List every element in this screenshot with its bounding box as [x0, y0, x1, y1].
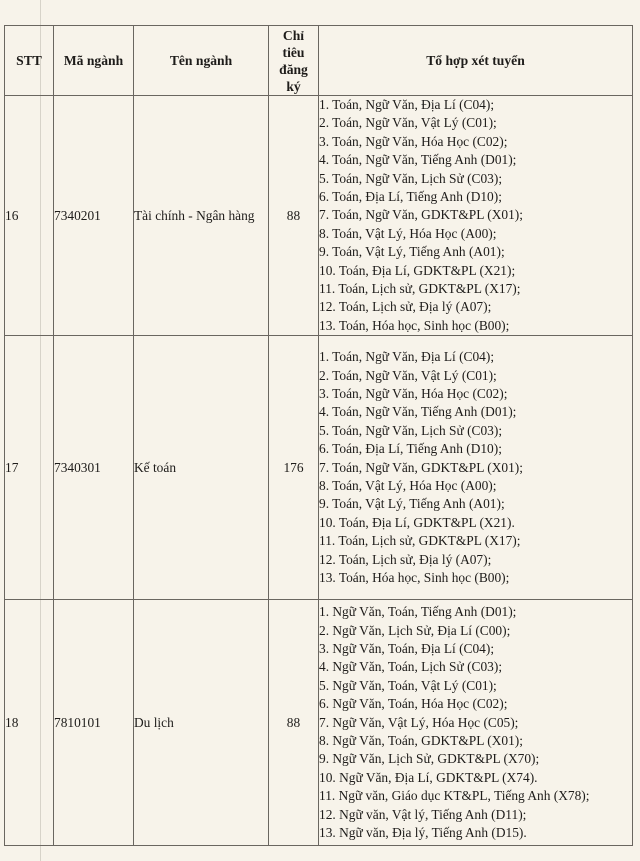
header-major-code: Mã ngành — [54, 26, 134, 96]
row-major-code: 7340301 — [54, 336, 134, 600]
combination-item: 11. Ngữ văn, Giáo dục KT&PL, Tiếng Anh (X78); — [319, 788, 590, 804]
combination-list — [319, 96, 632, 335]
combination-item: 10. Toán, Địa Lí, GDKT&PL (X21). — [319, 514, 515, 530]
combination-item: 4. Ngữ Văn, Toán, Lịch Sử (C03); — [319, 659, 503, 675]
combination-item: 3. Toán, Ngữ Văn, Hóa Học (C02); — [319, 385, 508, 401]
admissions-table — [4, 25, 633, 846]
combination-item: 8. Toán, Vật Lý, Hóa Học (A00); — [319, 477, 497, 493]
combination-item: 9. Ngữ Văn, Lịch Sử, GDKT&PL (X70); — [319, 751, 540, 767]
combination-item: 12. Toán, Lịch sử, Địa lý (A07); — [319, 551, 492, 567]
combination-item: 12. Ngữ văn, Vật lý, Tiếng Anh (D11); — [319, 806, 527, 822]
combination-item: 12. Toán, Lịch sử, Địa lý (A07); — [319, 299, 492, 315]
row-major-name: Kế toán — [134, 336, 269, 600]
combination-item: 9. Toán, Vật Lý, Tiếng Anh (A01); — [319, 244, 505, 260]
combination-item: 1. Toán, Ngữ Văn, Địa Lí (C04); — [319, 349, 495, 365]
combination-item: 2. Toán, Ngữ Văn, Vật Lý (C01); — [319, 367, 497, 383]
combination-item: 11. Toán, Lịch sử, GDKT&PL (X17); — [319, 281, 521, 297]
row-subject-combinations — [319, 336, 633, 600]
header-quota — [269, 26, 319, 96]
combination-item: 8. Toán, Vật Lý, Hóa Học (A00); — [319, 225, 497, 241]
header-quota-line: ký — [286, 78, 301, 94]
row-stt: 16 — [5, 96, 54, 336]
header-quota-line: tiêu — [282, 44, 305, 60]
combination-item: 10. Toán, Địa Lí, GDKT&PL (X21); — [319, 262, 516, 278]
combination-list — [319, 603, 632, 842]
header-quota-line: đăng — [279, 61, 308, 77]
row-subject-combinations — [319, 96, 633, 336]
combination-item: 10. Ngữ Văn, Địa Lí, GDKT&PL (X74). — [319, 769, 538, 785]
combination-item: 6. Toán, Địa Lí, Tiếng Anh (D10); — [319, 441, 502, 457]
combination-item: 4. Toán, Ngữ Văn, Tiếng Anh (D01); — [319, 404, 517, 420]
header-subject-combinations: Tổ hợp xét tuyển — [319, 26, 633, 96]
header-stt: STT — [5, 26, 54, 96]
combination-item: 13. Toán, Hóa học, Sinh học (B00); — [319, 570, 510, 586]
row-stt: 18 — [5, 600, 54, 846]
row-major-name: Du lịch — [134, 600, 269, 846]
row-quota: 176 — [269, 336, 319, 600]
combination-item: 13. Toán, Hóa học, Sinh học (B00); — [319, 317, 510, 333]
header-quota-line: Chỉ — [282, 27, 305, 43]
table-row — [5, 336, 633, 600]
combination-item: 13. Ngữ văn, Địa lý, Tiếng Anh (D15). — [319, 825, 527, 841]
combination-item: 2. Ngữ Văn, Lịch Sử, Địa Lí (C00); — [319, 622, 511, 638]
table-header-row — [5, 26, 633, 96]
combination-list — [319, 348, 632, 587]
combination-item: 5. Toán, Ngữ Văn, Lịch Sử (C03); — [319, 170, 503, 186]
table-row — [5, 96, 633, 336]
row-major-code: 7810101 — [54, 600, 134, 846]
row-major-code: 7340201 — [54, 96, 134, 336]
combination-item: 2. Toán, Ngữ Văn, Vật Lý (C01); — [319, 115, 497, 131]
header-major-name: Tên ngành — [134, 26, 269, 96]
combination-item: 7. Ngữ Văn, Vật Lý, Hóa Học (C05); — [319, 714, 519, 730]
combination-item: 4. Toán, Ngữ Văn, Tiếng Anh (D01); — [319, 152, 517, 168]
combination-item: 6. Ngữ Văn, Toán, Hóa Học (C02); — [319, 696, 508, 712]
row-stt: 17 — [5, 336, 54, 600]
combination-item: 8. Ngữ Văn, Toán, GDKT&PL (X01); — [319, 732, 523, 748]
combination-item: 7. Toán, Ngữ Văn, GDKT&PL (X01); — [319, 459, 523, 475]
combination-item: 3. Ngữ Văn, Toán, Địa Lí (C04); — [319, 640, 495, 656]
row-quota: 88 — [269, 96, 319, 336]
combination-item: 3. Toán, Ngữ Văn, Hóa Học (C02); — [319, 133, 508, 149]
combination-item: 7. Toán, Ngữ Văn, GDKT&PL (X01); — [319, 207, 523, 223]
combination-item: 5. Toán, Ngữ Văn, Lịch Sử (C03); — [319, 422, 503, 438]
combination-item: 5. Ngữ Văn, Toán, Vật Lý (C01); — [319, 677, 497, 693]
row-subject-combinations — [319, 600, 633, 846]
combination-item: 6. Toán, Địa Lí, Tiếng Anh (D10); — [319, 189, 502, 205]
combination-item: 1. Ngữ Văn, Toán, Tiếng Anh (D01); — [319, 604, 517, 620]
combination-item: 9. Toán, Vật Lý, Tiếng Anh (A01); — [319, 496, 505, 512]
combination-item: 1. Toán, Ngữ Văn, Địa Lí (C04); — [319, 97, 495, 112]
table-row — [5, 600, 633, 846]
combination-item: 11. Toán, Lịch sử, GDKT&PL (X17); — [319, 533, 521, 549]
row-major-name: Tài chính - Ngân hàng — [134, 96, 269, 336]
row-quota: 88 — [269, 600, 319, 846]
